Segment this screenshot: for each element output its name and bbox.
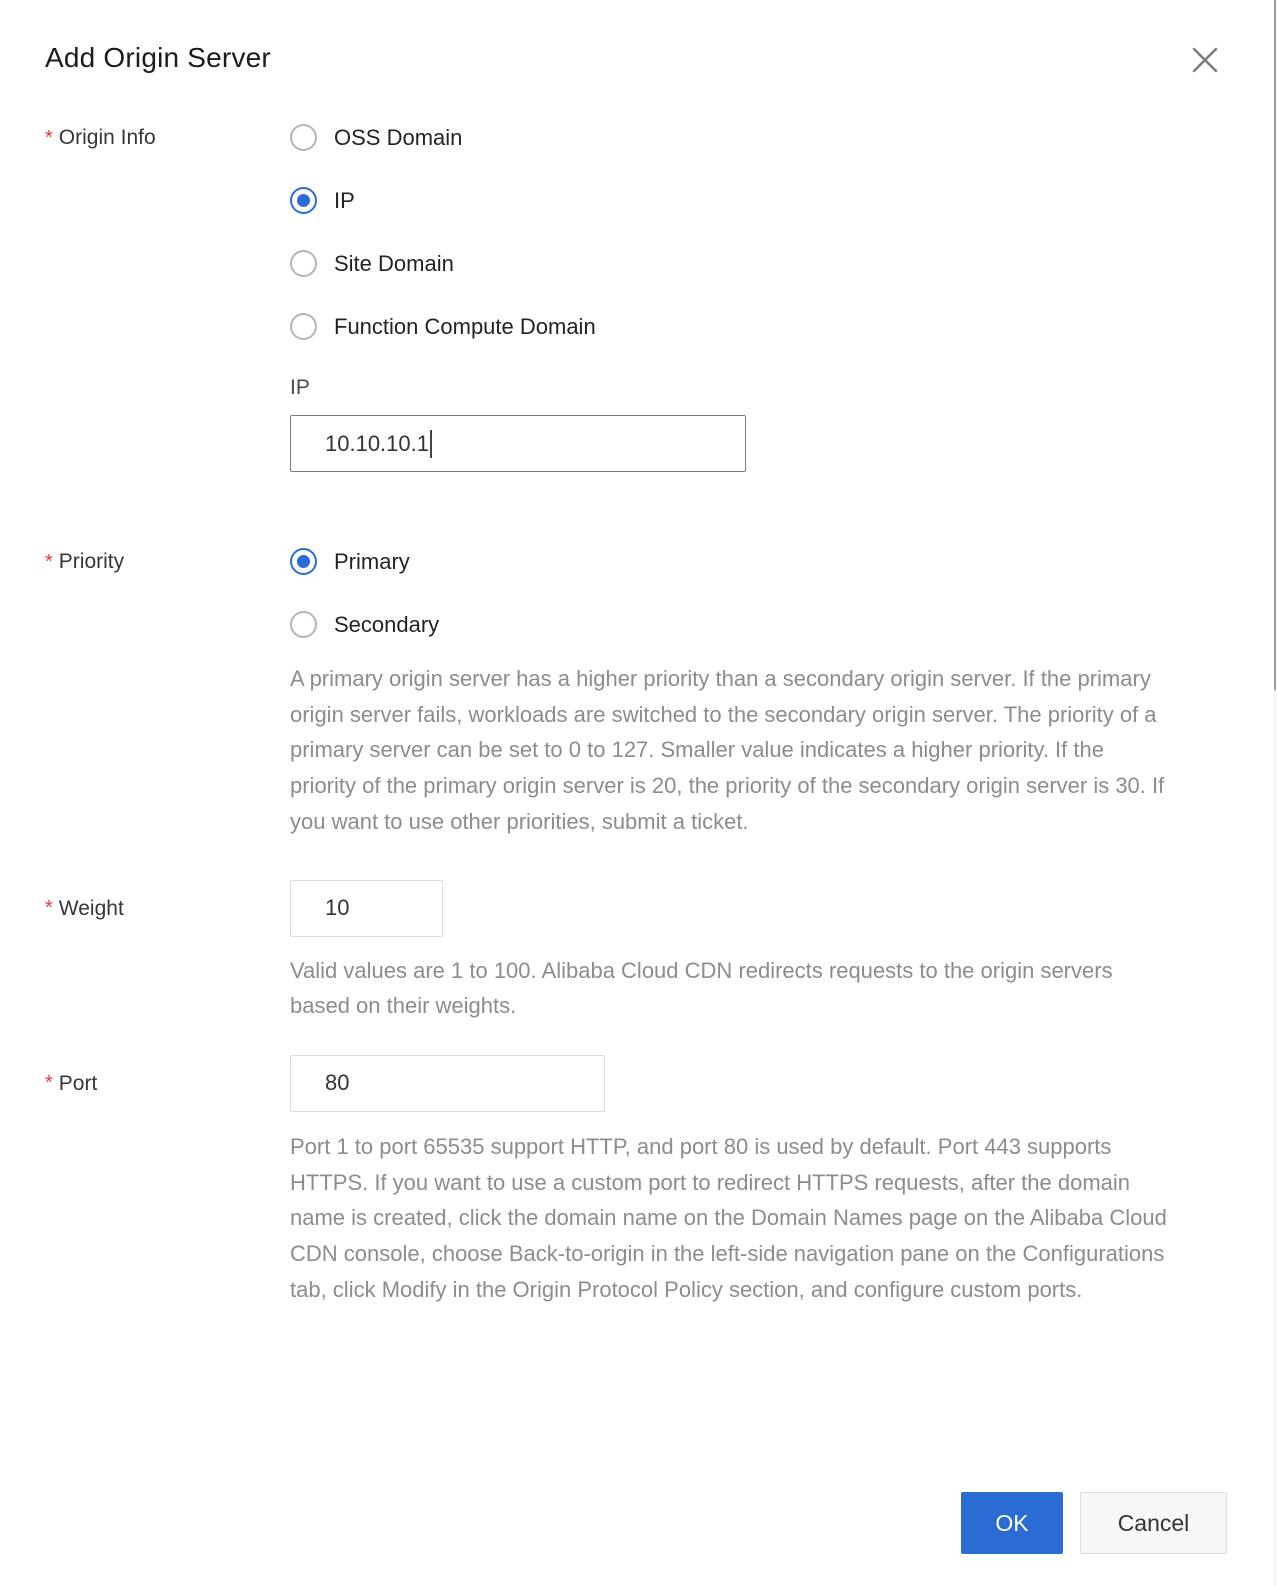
origin-info-options [290, 124, 1227, 472]
radio-label: Secondary [334, 612, 440, 637]
required-asterisk: * [45, 896, 53, 919]
text-cursor [430, 430, 432, 458]
origin-info-label-text: Origin Info [58, 126, 156, 149]
port-row [45, 1055, 1227, 1308]
dialog-header [0, 0, 1278, 74]
priority-row [45, 548, 1227, 840]
radio-option-site-domain[interactable] [290, 250, 1227, 277]
dialog-footer [961, 1492, 1227, 1554]
priority-label [45, 548, 290, 840]
required-asterisk: * [45, 1071, 53, 1094]
ok-button[interactable]: OK [961, 1492, 1063, 1554]
radio-circle-icon [290, 124, 317, 151]
radio-label: Site Domain [334, 251, 454, 276]
radio-option-secondary[interactable] [290, 611, 1227, 638]
ip-input[interactable] [290, 415, 746, 472]
radio-label: IP [334, 188, 355, 213]
radio-label: Function Compute Domain [334, 314, 596, 339]
priority-label-text: Priority [58, 550, 125, 573]
port-input[interactable] [290, 1055, 605, 1112]
weight-label [45, 880, 290, 937]
required-asterisk: * [45, 127, 53, 149]
scrollbar-thumb[interactable] [1274, 0, 1276, 690]
origin-info-label [45, 124, 290, 472]
radio-option-oss-domain[interactable] [290, 124, 1227, 151]
weight-control [290, 880, 1227, 1024]
radio-circle-icon [290, 611, 317, 638]
close-button[interactable] [1189, 44, 1221, 76]
dialog-form [0, 124, 1278, 1307]
radio-circle-icon [290, 187, 317, 214]
port-control [290, 1055, 1227, 1308]
cancel-button[interactable]: Cancel [1080, 1492, 1227, 1554]
origin-info-row [45, 124, 1227, 472]
weight-row [45, 880, 1227, 1024]
radio-option-function-compute-domain[interactable] [290, 313, 1227, 340]
weight-label-text: Weight [58, 896, 124, 920]
radio-option-primary[interactable] [290, 548, 1227, 575]
radio-label: Primary [334, 549, 410, 574]
weight-help-text: Valid values are 1 to 100. Alibaba Cloud CDN redirects requests to the origin servers based on their weights. [290, 957, 1113, 1019]
radio-label: OSS Domain [334, 125, 463, 150]
port-label-text: Port [58, 1071, 98, 1095]
dialog-title: Add Origin Server [45, 42, 271, 73]
radio-option-ip[interactable] [290, 187, 1227, 214]
required-asterisk: * [45, 551, 53, 573]
radio-circle-icon [290, 313, 317, 340]
ip-field-label: IP [290, 376, 310, 399]
port-label [45, 1055, 290, 1112]
weight-input[interactable] [290, 880, 443, 937]
port-help-text: Port 1 to port 65535 support HTTP, and port 80 is used by default. Port 443 supports HTTPS. If you want to use a custom port to redirect HTTPS requests, after the domain name is created, click the domain name on the Domain Names page on the Alibaba Cloud CDN console, choose Back-to-origin in the left-side navigation pane on the Configurations tab, click Modify in the Origin Protocol Policy section, and configure custom ports. [290, 1133, 1167, 1302]
radio-circle-icon [290, 250, 317, 277]
priority-options [290, 548, 1227, 840]
priority-help-text: A primary origin server has a higher priority than a secondary origin server. If the primary origin server fails, workloads are switched to the secondary origin server. The priority of a primary server can be set to 0 to 127. Smaller value indicates a higher priority. If the priority of the primary origin server is 20, the priority of the secondary origin server is 30. If you want to use other priorities, submit a ticket. [290, 666, 1165, 834]
close-icon [1191, 46, 1219, 74]
ip-input-value: 10.10.10.1 [325, 430, 429, 456]
radio-circle-icon [290, 548, 317, 575]
